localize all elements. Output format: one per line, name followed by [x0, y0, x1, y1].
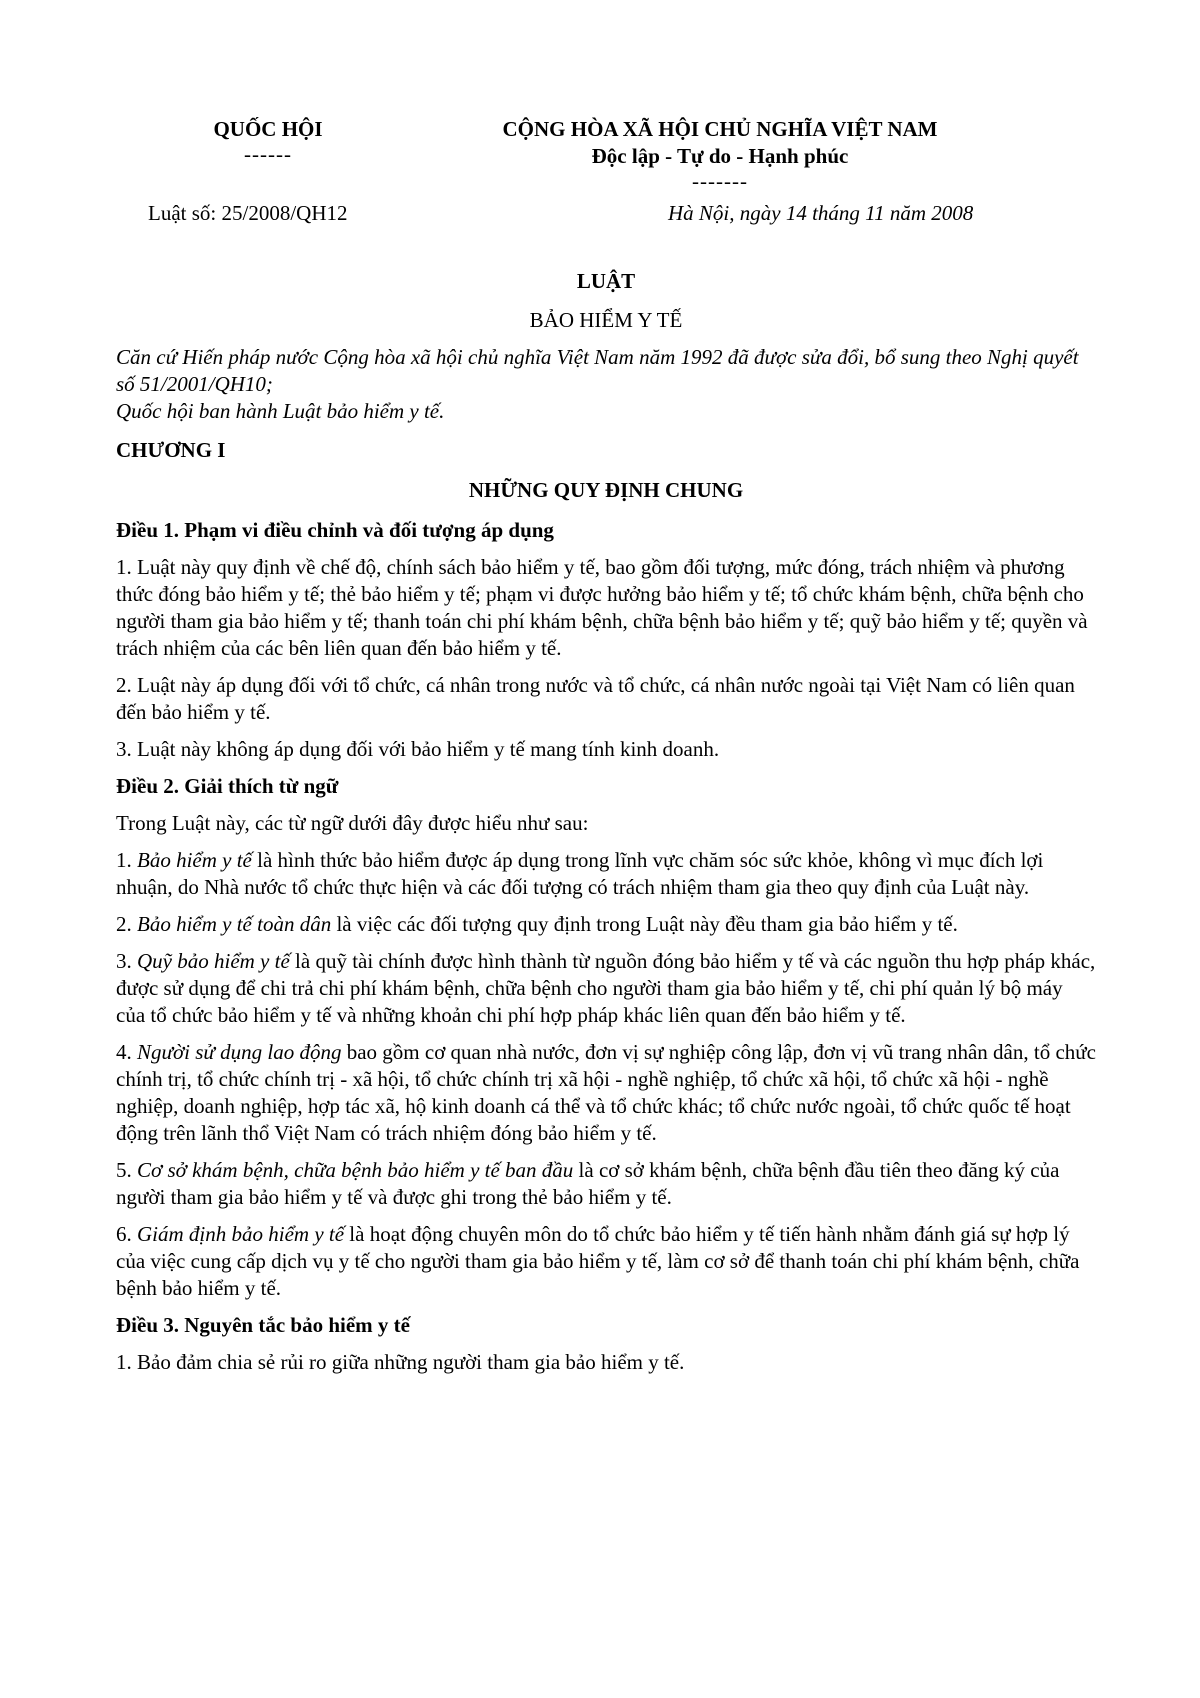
document-title: LUẬT	[576, 269, 636, 293]
article-2-lead: Trong Luật này, các từ ngữ dưới đây được hiểu như sau:	[116, 811, 589, 835]
chapter-name: NHỮNG QUY ĐỊNH CHUNG	[468, 478, 744, 502]
article-2-clause	[116, 1157, 1096, 1211]
clause-text: là hình thức bảo hiểm được áp dụng trong lĩnh vực chăm sóc sức khỏe, không vì mục đích lợi nhuận, do Nhà nước tổ chức thực hiện và các đối tượng có trách nhiệm tham gia theo quy định của Luật này.	[116, 848, 1044, 899]
national-motto: Độc lập - Tự do - Hạnh phúc	[591, 144, 849, 168]
preamble-basis: Căn cứ Hiến pháp nước Cộng hòa xã hội chủ nghĩa Việt Nam năm 1992 đã được sửa đổi, bổ sung theo Nghị quyết số 51/2001/QH10;	[116, 345, 1079, 396]
document-body	[116, 268, 1096, 1386]
clause-text: là hoạt động chuyên môn do tổ chức bảo hiểm y tế tiến hành nhằm đánh giá sự hợp lý của việc cung cấp dịch vụ y tế cho người tham gia bảo hiểm y tế, làm cơ sở để thanh toán chi phí khám bệnh, chữa bệnh bảo hiểm y tế.	[116, 1222, 1080, 1300]
clause-text: là quỹ tài chính được hình thành từ nguồn đóng bảo hiểm y tế và các nguồn thu hợp pháp khác, được sử dụng để chi trả chi phí khám bệnh, chữa bệnh cho người tham gia bảo hiểm y tế, chi phí quản lý bộ máy của tổ chức bảo hiểm y tế và những khoản chi phí hợp pháp khác liên quan đến bảo hiểm y tế.	[116, 949, 1096, 1027]
defined-term: Người sử dụng lao động	[137, 1040, 342, 1064]
law-number: Luật số: 25/2008/QH12	[148, 201, 348, 225]
article-1-clause-3: 3. Luật này không áp dụng đối với bảo hiểm y tế mang tính kinh doanh.	[116, 737, 720, 761]
defined-term: Bảo hiểm y tế toàn dân	[137, 912, 332, 936]
country-name: CỘNG HÒA XÃ HỘI CHỦ NGHĨA VIỆT NAM	[502, 117, 938, 141]
article-2-heading: Điều 2. Giải thích từ ngữ	[116, 774, 339, 798]
article-1-heading: Điều 1. Phạm vi điều chỉnh và đối tượng áp dụng	[116, 518, 554, 542]
defined-term: Giám định bảo hiểm y tế	[137, 1222, 345, 1246]
document-subtitle: BẢO HIỂM Y TẾ	[529, 308, 683, 332]
defined-term: Bảo hiểm y tế	[137, 848, 252, 872]
issue-date: Hà Nội, ngày 14 tháng 11 năm 2008	[668, 201, 974, 225]
preamble	[116, 344, 1096, 425]
clause-number: 1.	[116, 848, 137, 872]
chapter-number: CHƯƠNG I	[116, 438, 226, 462]
article-1-clause-2: 2. Luật này áp dụng đối với tổ chức, cá nhân trong nước và tổ chức, cá nhân nước ngoài tại Việt Nam có liên quan đến bảo hiểm y tế.	[116, 673, 1075, 724]
article-3-heading: Điều 3. Nguyên tắc bảo hiểm y tế	[116, 1313, 410, 1337]
clause-text: là cơ sở khám bệnh, chữa bệnh đầu tiên theo đăng ký của người tham gia bảo hiểm y tế và được ghi trong thẻ bảo hiểm y tế.	[116, 1158, 1060, 1209]
issuer-block	[148, 116, 388, 165]
article-2-clause	[116, 1039, 1096, 1147]
clause-number: 2.	[116, 912, 137, 936]
article-2-clause	[116, 1221, 1096, 1302]
article-2-clause	[116, 847, 1096, 901]
clause-text: là việc các đối tượng quy định trong Luật này đều tham gia bảo hiểm y tế.	[331, 912, 958, 936]
clause-number: 6.	[116, 1222, 137, 1246]
clause-number: 3.	[116, 949, 137, 973]
issuer-separator: ------	[244, 142, 292, 166]
defined-term: Cơ sở khám bệnh, chữa bệnh bảo hiểm y tế ban đầu	[137, 1158, 574, 1182]
issuer-name: QUỐC HỘI	[213, 117, 323, 141]
clause-number: 5.	[116, 1158, 137, 1182]
article-2-clause	[116, 911, 1096, 938]
clause-number: 4.	[116, 1040, 137, 1064]
clause-text: bao gồm cơ quan nhà nước, đơn vị sự nghiệp công lập, đơn vị vũ trang nhân dân, tổ chức chính trị, tổ chức chính trị - xã hội, tổ chức chính trị xã hội - nghề nghiệp, tổ chức xã hội, tổ chức xã hội - nghề nghiệp, doanh nghiệp, hợp tác xã, hộ kinh doanh cá thể và tổ chức khác; tổ chức nước ngoài, tổ chức quốc tế hoạt động trên lãnh thổ Việt Nam có trách nhiệm đóng bảo hiểm y tế.	[116, 1040, 1096, 1145]
article-2-clause	[116, 948, 1096, 1029]
preamble-enactment: Quốc hội ban hành Luật bảo hiểm y tế.	[116, 399, 445, 423]
article-3-clause-1: 1. Bảo đảm chia sẻ rủi ro giữa những người tham gia bảo hiểm y tế.	[116, 1350, 685, 1374]
motto-separator: -------	[692, 169, 748, 193]
national-header	[460, 116, 980, 192]
article-1-clause-1: 1. Luật này quy định về chế độ, chính sách bảo hiểm y tế, bao gồm đối tượng, mức đóng, trách nhiệm và phương thức đóng bảo hiểm y tế; thẻ bảo hiểm y tế; phạm vi được hưởng bảo hiểm y tế; tổ chức khám bệnh, chữa bệnh cho người tham gia bảo hiểm y tế; thanh toán chi phí khám bệnh, chữa bệnh bảo hiểm y tế; quỹ bảo hiểm y tế; quyền và trách nhiệm của các bên liên quan đến bảo hiểm y tế.	[116, 555, 1088, 660]
defined-term: Quỹ bảo hiểm y tế	[137, 949, 290, 973]
